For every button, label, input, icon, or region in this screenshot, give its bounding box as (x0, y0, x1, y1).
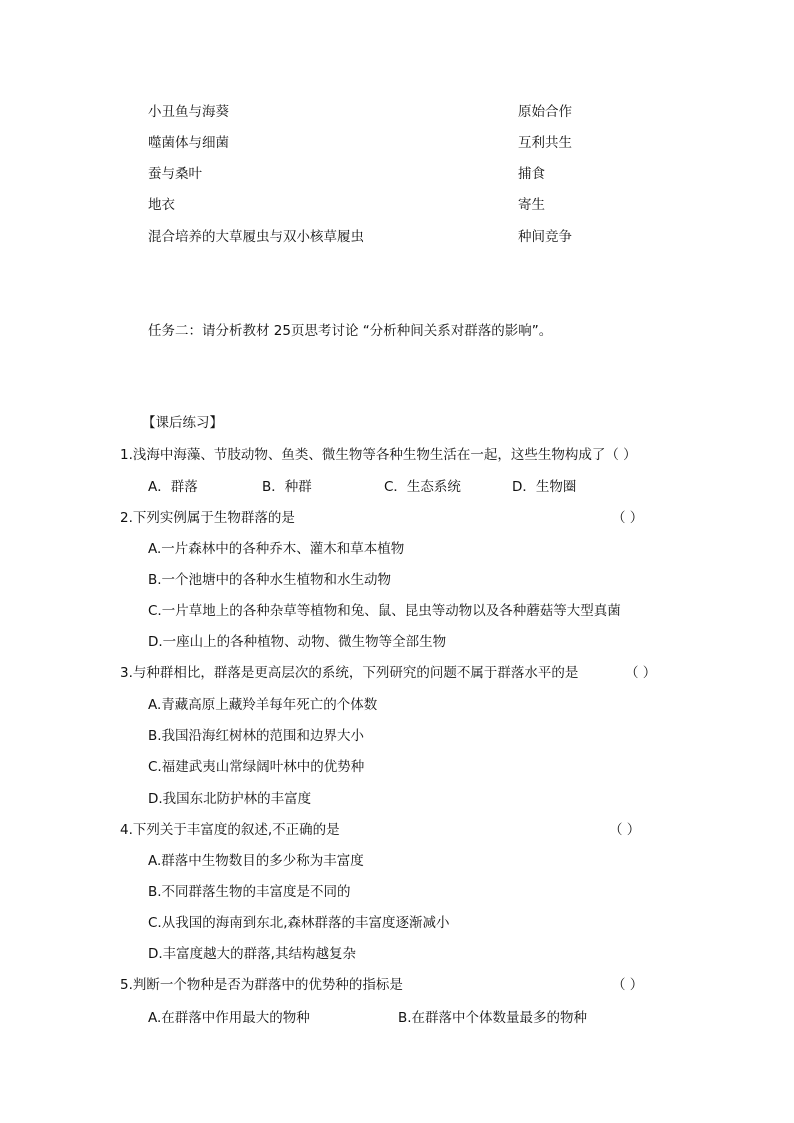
q2-option-c: C.一片草地上的各种杂草等植物和兔、鼠、昆虫等动物以及各种蘑菇等大型真菌 (148, 603, 621, 619)
q3-option-d: D.我国东北防护林的丰富度 (148, 791, 312, 807)
question-5-stem: 5.判断一个物种是否为群落中的优势种的指标是 (120, 977, 403, 993)
question-2-stem: 2.下列实例属于生物群落的是 (120, 510, 295, 526)
match-left-2: 噬菌体与细菌 (148, 135, 229, 151)
q1-option-c: C．生态系统 (384, 479, 461, 495)
q2-option-a: A.一片森林中的各种乔木、灌木和草本植物 (148, 541, 405, 557)
question-5-answer-paren: （ ） (612, 977, 644, 993)
q4-option-b: B.不同群落生物的丰富度是不同的 (148, 884, 351, 900)
q5-option-a: A.在群落中作用最大的物种 (148, 1010, 310, 1026)
q3-option-a: A.青藏高原上藏羚羊每年死亡的个体数 (148, 697, 378, 713)
question-3-stem: 3.与种群相比，群落是更高层次的系统，下列研究的问题不属于群落水平的是 (120, 665, 579, 681)
q5-option-b: B.在群落中个体数量最多的物种 (398, 1010, 588, 1026)
match-left-3: 蚕与桑叶 (148, 166, 202, 182)
question-2-answer-paren: （ ） (612, 510, 644, 526)
match-right-5: 种间竞争 (518, 229, 572, 245)
q4-option-a: A.群落中生物数目的多少称为丰富度 (148, 853, 364, 869)
q3-option-c: C.福建武夷山常绿阔叶林中的优势种 (148, 759, 365, 775)
match-right-2: 互利共生 (518, 135, 572, 151)
question-3-answer-paren: （ ） (625, 665, 657, 681)
q1-option-b: B．种群 (262, 479, 312, 495)
match-right-1: 原始合作 (518, 104, 572, 120)
section-title: 【课后练习】 (142, 415, 223, 431)
question-1-stem: 1.浅海中海藻、节肢动物、鱼类、微生物等各种生物生活在一起，这些生物构成了（ ） (120, 447, 637, 463)
match-right-4: 寄生 (518, 197, 545, 213)
q4-option-c: C.从我国的海南到东北,森林群落的丰富度逐渐减小 (148, 915, 450, 931)
q1-option-a: A．群落 (148, 479, 198, 495)
task-two: 任务二：请分析教材 25页思考讨论 “分析种间关系对群落的影响”。 (148, 323, 553, 339)
match-left-5: 混合培养的大草履虫与双小核草履虫 (148, 229, 364, 245)
match-left-1: 小丑鱼与海葵 (148, 104, 229, 120)
q4-option-d: D.丰富度越大的群落,其结构越复杂 (148, 946, 356, 962)
match-left-4: 地衣 (148, 197, 175, 213)
q2-option-d: D.一座山上的各种植物、动物、微生物等全部生物 (148, 634, 447, 650)
match-right-3: 捕食 (518, 166, 545, 182)
question-4-stem: 4.下列关于丰富度的叙述,不正确的是 (120, 822, 340, 838)
q3-option-b: B.我国沿海红树林的范围和边界大小 (148, 728, 365, 744)
q1-option-d: D．生物圈 (512, 479, 577, 495)
q2-option-b: B.一个池塘中的各种水生植物和水生动物 (148, 572, 392, 588)
question-4-answer-paren: （ ） (609, 822, 641, 838)
